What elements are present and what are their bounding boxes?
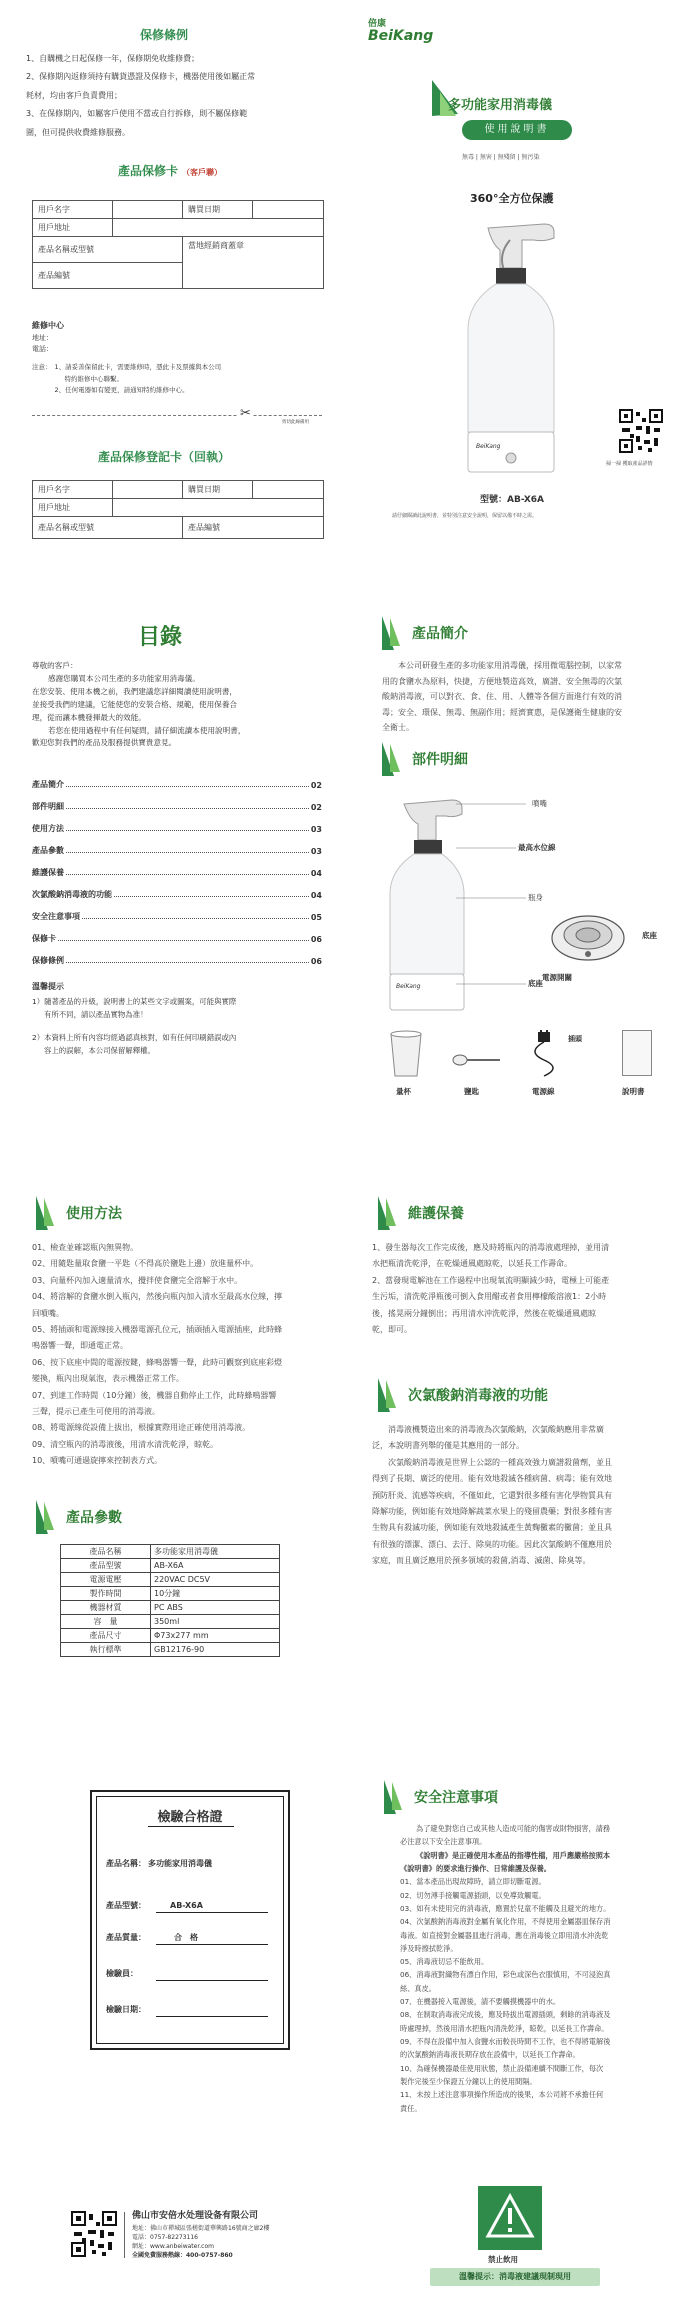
toc-entry-label: 產品簡介 bbox=[32, 780, 64, 789]
usage-step: 08、將電源線從設備上拔出，根據實際用途正確使用消毒液。 bbox=[32, 1423, 251, 1433]
toc-entry-page: 03 bbox=[310, 825, 322, 834]
maintenance-line: 2、當發現電解池在工作過程中出現氧流明顯減少時，電極上可能產 bbox=[372, 1275, 610, 1285]
cut-line bbox=[32, 415, 322, 416]
cert-product-value: 多功能家用消毒儀 bbox=[148, 1859, 212, 1868]
product-bottle-illustration bbox=[448, 210, 588, 480]
toc-entry[interactable] bbox=[32, 856, 322, 878]
params-heading bbox=[36, 1500, 122, 1534]
params-row bbox=[61, 1587, 280, 1601]
safety-item: 絲、真皮。 bbox=[400, 1983, 436, 1993]
toc-dots bbox=[82, 918, 309, 919]
features-line: 無毒 | 無害 | 無殘留 | 無污染 bbox=[462, 154, 540, 161]
warranty-term: 3、在保修期內，如屬客戶使用不當或自行拆修，則不屬保修範 bbox=[26, 109, 248, 119]
toc-intro-line: 歡迎您對我們的產品及服務提供寶貴意見。 bbox=[32, 738, 177, 748]
safety-item: 毒液。如直接對金屬器皿進行消毒，應在消毒後立即用清水沖洗乾 bbox=[400, 1930, 609, 1940]
certificate-title-underline bbox=[148, 1826, 234, 1827]
usage-step: 變換，瓶內出現氣泡，表示機器正常工作。 bbox=[32, 1374, 184, 1384]
protection-heading: 360°全方位保護 bbox=[470, 192, 554, 205]
usage-step: 10、噴嘴可通過旋擰來控制表方式。 bbox=[32, 1456, 163, 1466]
base-top-illustration bbox=[548, 908, 628, 968]
brand-en: BeiKang bbox=[368, 28, 434, 44]
toc-entry-page: 04 bbox=[310, 869, 322, 878]
toc-entry-page: 03 bbox=[310, 847, 322, 856]
params-row bbox=[61, 1615, 280, 1629]
toc-intro-line: 理，從而讓本機發揮最大的效能。 bbox=[32, 712, 146, 722]
cert-product-label: 產品名稱： bbox=[106, 1859, 146, 1868]
warranty-terms-title: 保修條例 bbox=[140, 28, 189, 42]
certificate-page bbox=[20, 1750, 340, 2290]
function-title: 次氯酸鈉消毒液的功能 bbox=[408, 1388, 548, 1404]
toc-entry-label: 部件明細 bbox=[32, 802, 64, 811]
param-value: PC ABS bbox=[151, 1601, 280, 1615]
warranty-notes bbox=[32, 362, 221, 397]
safety-item: 05、消毒液切忌不能飲用。 bbox=[400, 1957, 489, 1967]
label-nozzle: 噴嘴 bbox=[532, 799, 547, 808]
safety-item: 08、在制取消毒液完成後，應及時拔出電源插頭，剩餘的消毒液及 bbox=[400, 2010, 611, 2020]
param-value: GB12176-90 bbox=[151, 1643, 280, 1657]
safety-item: 07、在機器接入電源後，請不要觸摸機器中的水。 bbox=[400, 1997, 561, 2007]
cert-quality-label: 產品質量： bbox=[106, 1933, 146, 1942]
param-name: 機器材質 bbox=[61, 1601, 151, 1615]
note-line: 2、任何電器如有變更，請通知特約維修中心。 bbox=[54, 386, 189, 395]
params-table bbox=[60, 1544, 280, 1657]
scissors-icon: ✂ bbox=[240, 406, 251, 421]
service-phone: 電話： bbox=[32, 344, 53, 353]
params-row bbox=[61, 1545, 280, 1559]
toc-dots bbox=[58, 940, 309, 941]
cert-model-value: AB-X6A bbox=[170, 1901, 203, 1910]
toc-dots bbox=[66, 830, 309, 831]
maintenance-line: 生污垢，清洗乾淨瓶後可倒入食用醋或者食用檸檬酸溶液1：2小時 bbox=[372, 1292, 607, 1302]
params-title: 產品參數 bbox=[66, 1510, 122, 1526]
param-value: AB-X6A bbox=[151, 1559, 280, 1573]
manual-label-badge: 使用說明書 bbox=[462, 120, 572, 140]
reg-model-label: 產品名稱或型號 bbox=[33, 517, 183, 539]
model-label: 產品名稱或型號 bbox=[33, 237, 183, 263]
function-line: 泛，本說明書列舉的僅是其應用的一部分。 bbox=[372, 1441, 524, 1451]
parts-title: 部件明細 bbox=[412, 752, 468, 768]
params-row bbox=[61, 1559, 280, 1573]
safety-item: 04、次氯酸鈉消毒液對金屬有氧化作用，不得使用金屬器皿保存消 bbox=[400, 1917, 611, 1927]
intro-heading bbox=[382, 616, 468, 650]
toc-page bbox=[20, 590, 320, 1150]
cert-inspector-row: 檢驗員： bbox=[106, 1969, 138, 1978]
toc-entry[interactable] bbox=[32, 768, 322, 790]
usage-heading bbox=[36, 1196, 122, 1230]
reg-user-name-label: 用戶名字 bbox=[33, 481, 113, 499]
user-address-field[interactable] bbox=[113, 219, 324, 237]
param-value: Φ73x277 mm bbox=[151, 1629, 280, 1643]
reg-user-name-field[interactable] bbox=[113, 481, 183, 499]
registration-card-title: 產品保修登記卡（回執） bbox=[98, 450, 231, 464]
toc-entry-page: 04 bbox=[310, 891, 322, 900]
user-name-field[interactable] bbox=[113, 201, 183, 219]
param-value: 350ml bbox=[151, 1615, 280, 1629]
qr-code bbox=[618, 408, 664, 454]
reg-address-label: 用戶地址 bbox=[33, 499, 113, 517]
toc-entry-label: 保修卡 bbox=[32, 934, 56, 943]
warranty-terms-list bbox=[26, 50, 316, 142]
cert-quality-underline bbox=[156, 1944, 268, 1945]
usage-step: 03、向量杯內加入適量清水，攪拌使食鹽完全溶解于水中。 bbox=[32, 1275, 243, 1285]
function-text bbox=[372, 1422, 682, 1570]
toc-entry[interactable] bbox=[32, 944, 322, 966]
toc-entry-page: 05 bbox=[310, 913, 322, 922]
warranty-card-form bbox=[32, 200, 324, 289]
cover-footer-note: 請仔細閱讀此說明書，並特別注意安全說明，保留以備不時之需。 bbox=[392, 513, 538, 519]
tip-line: 容上的誤解，本公司保留解釋權。 bbox=[44, 1045, 155, 1055]
label-manual: 說明書 bbox=[622, 1087, 645, 1096]
tip-line: 1）隨著產品的升級，說明書上的某些文字或圖案，可能與實際 bbox=[32, 997, 237, 1006]
maintenance-line: 1、發生器每次工作完成後，應及時將瓶內的消毒液處理掉，並用清 bbox=[372, 1243, 610, 1252]
label-bottle: 瓶身 bbox=[528, 893, 543, 902]
param-name: 容 量 bbox=[61, 1615, 151, 1629]
param-value: 220VAC DC5V bbox=[151, 1573, 280, 1587]
usage-step: 04、將溶解的食鹽水倒入瓶內，然後向瓶內加入清水至最高水位線，擰 bbox=[32, 1292, 283, 1302]
label-socket: 插頭 bbox=[568, 1035, 582, 1043]
safety-page bbox=[360, 1750, 690, 2290]
company-phone: 電話：0757-82273116 bbox=[132, 2233, 198, 2241]
label-base: 底座 bbox=[528, 979, 543, 988]
safety-item: 03、如有未使用完的消毒液，應置於兒童不能觸及且避光的地方。 bbox=[400, 1903, 611, 1913]
toc-entry[interactable] bbox=[32, 812, 322, 834]
param-name: 執行標準 bbox=[61, 1643, 151, 1657]
label-spoon: 鹽匙 bbox=[464, 1087, 479, 1096]
svg-text:BeiKang: BeiKang bbox=[476, 443, 501, 450]
user-address-label: 用戶地址 bbox=[33, 219, 113, 237]
intro-title: 產品簡介 bbox=[412, 626, 468, 642]
params-row bbox=[61, 1573, 280, 1587]
maintenance-line: 後，搖晃兩分鐘倒出；再用清水沖洗乾淨，然後在乾燥通風處晾 bbox=[372, 1308, 596, 1318]
maintenance-line: 乾，即可。 bbox=[372, 1324, 412, 1334]
cert-model-row bbox=[106, 1900, 203, 1911]
certificate-box bbox=[90, 1790, 290, 2050]
toc-entry-label: 次氯酸鈉消毒液的功能 bbox=[32, 890, 112, 899]
toc-intro bbox=[32, 660, 322, 750]
function-line: 次氯酸鈉消毒液是世界上公認的一種高效強力廣譜殺菌劑，並且 bbox=[388, 1457, 612, 1467]
toc-entry-label: 使用方法 bbox=[32, 824, 64, 833]
usage-step: 01、檢查並確認瓶內無異物。 bbox=[32, 1243, 139, 1252]
cup-illustration bbox=[388, 1030, 424, 1078]
usage-step: 05、將插頭和電源線接入機器電源孔位元，插頭插入電源插座，此時蜂 bbox=[32, 1324, 283, 1334]
cert-inspector-underline bbox=[156, 1980, 268, 1981]
warranty-card-title-text: 產品保修卡 bbox=[118, 164, 179, 178]
leaf-icon bbox=[382, 616, 404, 650]
safety-item: 責任。 bbox=[400, 2103, 422, 2113]
company-info bbox=[132, 2210, 342, 2260]
params-row bbox=[61, 1629, 280, 1643]
param-name: 產品尺寸 bbox=[61, 1629, 151, 1643]
toc-entry[interactable] bbox=[32, 900, 322, 922]
usage-step: 07、到達工作時間（10分鐘）後，機器自動停止工作，此時蜂鳴器響 bbox=[32, 1390, 277, 1400]
safety-item: 10、為確保機器最佳使用狀態，禁止設備連續不間斷工作，每次 bbox=[400, 2063, 604, 2073]
warranty-card-subtitle: （客戶聯） bbox=[182, 168, 223, 177]
toc-intro-line: 感謝您購買本公司生產的多功能家用消毒儀。 bbox=[48, 673, 200, 683]
toc-list bbox=[32, 768, 322, 966]
safety-bold-line: 《說明書》的要求進行操作、日常維護及保養。 bbox=[400, 1863, 551, 1873]
usage-title: 使用方法 bbox=[66, 1206, 122, 1222]
service-center-title: 維修中心 bbox=[32, 321, 64, 330]
safety-item: 淨及時擦拭乾淨。 bbox=[400, 1943, 458, 1953]
warning-sign bbox=[478, 2186, 542, 2250]
cert-model-underline bbox=[156, 1912, 268, 1913]
tip-banner: 溫馨提示：消毒液建議現制現用 bbox=[430, 2268, 600, 2286]
safety-intro-line: 為了避免對您自己或其他人造成可能的傷害或財物損害，請務 bbox=[416, 1824, 611, 1833]
intro-line: 用的食鹽水為原料，快捷，方便地製造高效，廣譜、安全無毒的次氯 bbox=[382, 676, 622, 686]
cert-product-row bbox=[106, 1858, 212, 1869]
svg-text:BeiKang: BeiKang bbox=[396, 983, 421, 990]
usage-step: 02、用隨匙量取食鹽一平匙（不得高於鹽匙上邊）放進量杯中。 bbox=[32, 1259, 259, 1269]
model-label: 型號：AB-X6A bbox=[480, 495, 544, 505]
safety-item: 01、當本產品出現故障時，請立即切斷電源。 bbox=[400, 1877, 546, 1887]
toc-dots bbox=[66, 874, 309, 875]
purchase-date-label: 購買日期 bbox=[183, 201, 253, 219]
certificate-title: 檢驗合格證 bbox=[157, 1810, 223, 1825]
cut-label: 剪切此線備用 bbox=[282, 420, 309, 425]
toc-dots bbox=[66, 786, 309, 787]
maintenance-text bbox=[372, 1240, 682, 1338]
safety-item: 06、消毒液對織物有漂白作用，彩色或深色衣服慎用，不可浸泡真 bbox=[400, 1970, 611, 1980]
safety-title: 安全注意事項 bbox=[414, 1790, 498, 1806]
cert-date-row: 檢驗日期： bbox=[106, 2005, 146, 2014]
param-name: 電源電壓 bbox=[61, 1573, 151, 1587]
cert-date-underline bbox=[156, 2016, 268, 2017]
intro-line: 全衛士。 bbox=[382, 723, 414, 733]
warranty-term: 1、自購機之日起保修一年，保修期免收維修費； bbox=[26, 54, 200, 63]
company-qr-code bbox=[70, 2210, 118, 2258]
parts-heading bbox=[382, 742, 468, 776]
usage-step: 06、按下底座中間的電源按鍵，蜂鳴器響一聲，此時可觀察到底座彩燈 bbox=[32, 1357, 283, 1367]
safety-item: 11、未按上述注意事項操作所造成的後果，本公司將不承擔任何 bbox=[400, 2090, 604, 2100]
params-row bbox=[61, 1643, 280, 1657]
company-hotline: 全國免費服務熱線：400-0757-860 bbox=[132, 2251, 233, 2259]
leaf-icon bbox=[36, 1500, 58, 1534]
product-title: 多功能家用消毒儀 bbox=[448, 98, 553, 113]
function-line: 有很強的漂潔、漂白、去汙、除臭的功能。因此次氯酸鈉不僅應用於 bbox=[372, 1539, 612, 1549]
toc-entry-page: 06 bbox=[310, 935, 322, 944]
company-name: 佛山市安倍水处理设备有限公司 bbox=[132, 2211, 259, 2221]
brand-logo bbox=[368, 20, 433, 43]
leaf-icon bbox=[382, 742, 404, 776]
safety-heading bbox=[384, 1780, 498, 1814]
toc-title: 目錄 bbox=[138, 625, 183, 650]
maintenance-title: 維護保養 bbox=[408, 1206, 464, 1222]
intro-parts-page bbox=[360, 590, 690, 1150]
maintenance-line: 水把瓶清洗乾淨，在乾燥通風處晾乾，以延長工作壽命。 bbox=[372, 1259, 572, 1269]
function-line: 得到了長期、廣泛的使用。能有效地殺滅各種病菌、病毒；能有效地 bbox=[372, 1474, 612, 1484]
function-line: 降解功能，例如能有效地降解蔬菜水果上的殘留農藥；對很多種有害 bbox=[372, 1506, 612, 1516]
cert-quality-value: 合 格 bbox=[174, 1933, 198, 1942]
safety-item: 09、不得在設備中加入食鹽水而較長時間不工作，也不得將電解後 bbox=[400, 2037, 611, 2046]
usage-step: 09、清空瓶內的消毒液後，用清水清洗乾淨，晾乾。 bbox=[32, 1439, 219, 1449]
brand-cn: 倍康 bbox=[368, 19, 387, 29]
reg-purchase-date-field[interactable] bbox=[253, 481, 324, 499]
warranty-card-title bbox=[118, 162, 222, 179]
leaf-icon bbox=[36, 1196, 58, 1230]
safety-item: 02、切勿溥手接觸電源插頭，以免導致觸電。 bbox=[400, 1890, 546, 1900]
toc-entry-page: 06 bbox=[310, 957, 322, 966]
reg-serial-label: 產品編號 bbox=[183, 517, 324, 539]
param-name: 產品型號 bbox=[61, 1559, 151, 1573]
company-website: 網址：www.anbeiwater.com bbox=[132, 2242, 214, 2250]
toc-intro-line: 並接受我們的建議，它能使您的安裝合格、規範，使用保養合 bbox=[32, 699, 238, 709]
warning-label: 禁止飲用 bbox=[488, 2255, 518, 2264]
toc-entry-label: 安全注意事項 bbox=[32, 912, 80, 921]
manual-illustration bbox=[622, 1030, 652, 1076]
toc-dots bbox=[66, 852, 309, 853]
label-power-switch: 電源開關 bbox=[542, 973, 572, 982]
tip-line: 有所不同，請以產品實物為准！ bbox=[44, 1009, 148, 1019]
label-max-level: 最高水位線 bbox=[518, 843, 556, 852]
warranty-term: 耗材，均由客戶負責費用； bbox=[26, 90, 122, 100]
warranty-term: 2、保修期內返修須持有購貨憑證及保修卡，機器使用後如屬正常 bbox=[26, 72, 256, 82]
toc-entry-page: 02 bbox=[310, 781, 322, 790]
toc-dots bbox=[66, 808, 309, 809]
toc-entry[interactable] bbox=[32, 790, 322, 812]
registration-card-form bbox=[32, 480, 324, 539]
service-center-block bbox=[32, 320, 64, 355]
safety-text bbox=[400, 1822, 690, 2115]
safety-bold-line: 《說明書》是正確使用本產品的指導性檔，用戶應嚴格按照本 bbox=[416, 1850, 611, 1860]
label-cable: 電源線 bbox=[532, 1087, 555, 1096]
qr-caption: 掃一掃 獲取產品詳情 bbox=[606, 461, 653, 467]
safety-item: 時處理掉，然後用清水把瓶內清洗乾淨，晾乾，以延長工作壽命。 bbox=[400, 2023, 609, 2033]
param-name: 製作時間 bbox=[61, 1587, 151, 1601]
param-value: 多功能家用消毒儀 bbox=[151, 1545, 280, 1559]
note-line: 1、請妥善保留此卡，需要維修時，憑此卡及票據與本公司 bbox=[54, 363, 222, 371]
intro-line: 本公司研發生產的多功能家用消毒儀，採用微電腦控制，以家常 bbox=[398, 661, 622, 670]
dealer-stamp-label: 當地經銷商蓋章 bbox=[183, 237, 324, 289]
serial-label: 產品編號 bbox=[33, 263, 183, 289]
usage-step: 鳴器響一聲，即通電正常。 bbox=[32, 1341, 128, 1351]
user-name-label: 用戶名字 bbox=[33, 201, 113, 219]
toc-entry-label: 維護保養 bbox=[32, 868, 64, 877]
usage-step: 三聲，提示已產生可使用的消毒液。 bbox=[32, 1406, 160, 1416]
cert-model-label: 產品型號： bbox=[106, 1901, 146, 1910]
toc-entry-page: 02 bbox=[310, 803, 322, 812]
function-line: 生物具有殺滅功能，例如能有效地殺滅產生黃麴黴素的黴菌；並且具 bbox=[372, 1523, 612, 1533]
cert-quality-row bbox=[106, 1932, 198, 1943]
intro-text bbox=[382, 658, 682, 736]
intro-line: 毒；安全、環保、無毒、無副作用；經濟實惠，是保護衛生健康的安 bbox=[382, 707, 622, 717]
label-cup: 量杯 bbox=[396, 1087, 411, 1096]
company-address: 地址：佛山市禪城區張槎街道華興路16號商之廊2樓 bbox=[132, 2224, 270, 2232]
leaf-icon bbox=[378, 1196, 400, 1230]
function-heading bbox=[378, 1378, 548, 1412]
toc-tips bbox=[32, 980, 322, 1058]
maintenance-page bbox=[360, 1170, 690, 1730]
toc-entry-label: 產品參數 bbox=[32, 846, 64, 855]
toc-entry-label: 保修條例 bbox=[32, 956, 64, 965]
leaf-icon bbox=[378, 1378, 400, 1412]
toc-entry[interactable] bbox=[32, 878, 322, 900]
toc-greeting: 尊敬的客戶： bbox=[32, 661, 78, 670]
reg-address-field[interactable] bbox=[113, 499, 324, 517]
note-line: 特約維修中心聯繫。 bbox=[64, 374, 123, 383]
warranty-term: 圍，但可提供收費維修服務。 bbox=[26, 127, 130, 137]
usage-steps bbox=[32, 1240, 337, 1469]
safety-item: 的次氯酸鈉消毒液長期存放在設備中，以延長工作壽命。 bbox=[400, 2050, 580, 2060]
label-base-bottom: 底座 bbox=[642, 931, 657, 940]
usage-page bbox=[20, 1170, 340, 1730]
safety-intro-line: 必注意以下安全注意事項。 bbox=[400, 1837, 487, 1847]
intro-line: 酸鈉消毒液，可以對衣、食、住、用、人體等各個方面進行有效的消 bbox=[382, 692, 622, 702]
tip-line: 2）本資料上所有內容均經過認真核對，如有任何印刷錯誤或內 bbox=[32, 1032, 237, 1042]
toc-entry[interactable] bbox=[32, 834, 322, 856]
param-name: 產品名稱 bbox=[61, 1545, 151, 1559]
toc-dots bbox=[114, 896, 309, 897]
toc-dots bbox=[66, 962, 309, 963]
leader-lines bbox=[456, 800, 536, 1000]
tips-title: 溫馨提示 bbox=[32, 982, 64, 991]
maintenance-heading bbox=[378, 1196, 464, 1230]
spoon-illustration bbox=[452, 1052, 502, 1068]
cable-illustration bbox=[520, 1030, 570, 1078]
cover-page bbox=[360, 10, 690, 570]
param-value: 10分鐘 bbox=[151, 1587, 280, 1601]
warranty-page bbox=[20, 10, 320, 570]
usage-step: 回噴嘴。 bbox=[32, 1308, 64, 1318]
function-line: 消毒液機製造出來的消毒液為次氯酸鈉，次氯酸鈉應用非常廣 bbox=[388, 1425, 604, 1434]
notes-title: 注意： bbox=[32, 363, 52, 371]
leaf-icon bbox=[384, 1780, 406, 1814]
company-divider bbox=[124, 2212, 125, 2258]
purchase-date-field[interactable] bbox=[253, 201, 324, 219]
reg-purchase-date-label: 購買日期 bbox=[183, 481, 253, 499]
safety-item: 製作完後至少保證五分鐘以上的使用間隔。 bbox=[400, 2076, 537, 2086]
toc-intro-line: 若您在使用過程中有任何疑問，請仔細流讀本使用說明書， bbox=[48, 725, 246, 735]
function-line: 預防肝炎、流感等疾病，不僅如此，它還對很多種有害化學物質具有 bbox=[372, 1490, 612, 1500]
function-line: 家庭，而且廣泛應用於預多領域的殺菌,消毒、滅菌、除臭等。 bbox=[372, 1556, 591, 1566]
params-row bbox=[61, 1601, 280, 1615]
toc-entry[interactable] bbox=[32, 922, 322, 944]
toc-intro-line: 在您安裝、使用本機之前，我們建議您詳細閱讀使用說明書， bbox=[32, 686, 238, 696]
service-address: 地址： bbox=[32, 333, 53, 342]
